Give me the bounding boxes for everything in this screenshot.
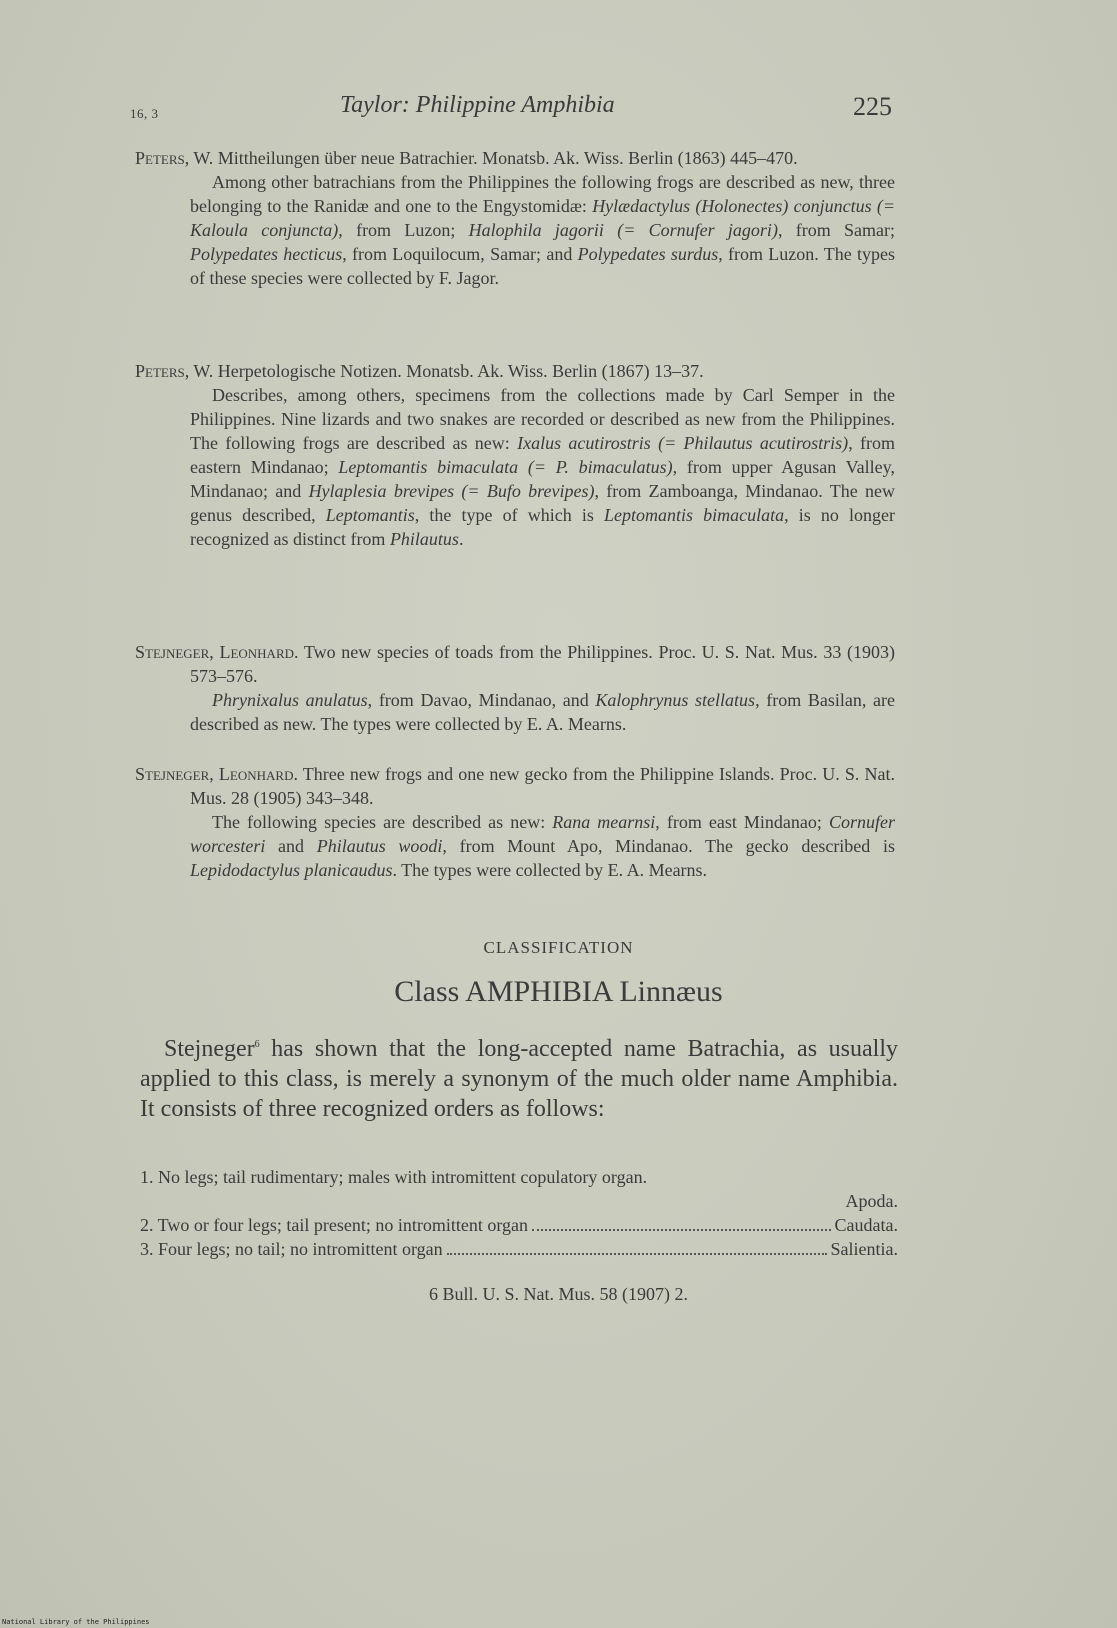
page-number: 225	[853, 92, 892, 121]
order-item	[140, 1165, 898, 1213]
bib-description	[135, 383, 895, 551]
bib-entry	[135, 146, 895, 290]
section-heading: CLASSIFICATION	[483, 938, 634, 957]
order-name: Caudata.	[834, 1215, 898, 1235]
species-name: Philautus	[389, 529, 459, 549]
species-name: Halophila jagorii (= Cornufer jagori)	[468, 220, 778, 240]
leader-dots	[447, 1253, 827, 1255]
bib-citation: Peters, W. Herpetologische Notizen. Monatsb. Ak. Wiss. Berlin (1867) 13–37.	[135, 361, 704, 381]
scan-credit: National Library of the Philippines	[2, 1618, 150, 1626]
bib-description	[135, 688, 895, 736]
desc-text: , from Loquilocum, Samar; and	[342, 244, 578, 264]
species-name: Rana mearnsi	[552, 812, 656, 832]
desc-text: , from Luzon;	[338, 220, 469, 240]
desc-text: , from Davao, Mindanao, and	[367, 690, 596, 710]
running-title: Taylor: Philippine Amphibia	[340, 92, 615, 118]
bib-citation: Peters, W. Mittheilungen über neue Batrachier. Monatsb. Ak. Wiss. Berlin (1863) 445–470.	[135, 148, 798, 168]
order-item	[140, 1213, 898, 1237]
desc-text: , from Luzon. The types of these species were collected by F. Jagor.	[190, 244, 895, 288]
desc-text: , from eastern Mindanao;	[190, 433, 895, 477]
bib-citation-text: Three new frogs and one new gecko from the Philippine Islands. Proc. U. S. Nat. Mus. 28 (1905) 343–348.	[190, 764, 895, 808]
desc-text: Describes, among others, specimens from the collections made by Carl Semper in the Philippines. Nine lizards and two snakes are recorded or described as new from the Philippines. The following frogs are described as new:	[190, 385, 895, 453]
species-name: Hylaplesia brevipes (= Bufo brevipes)	[308, 481, 595, 501]
desc-text: .	[458, 529, 464, 549]
desc-text: and	[265, 836, 317, 856]
volume-number: 16, 3	[130, 106, 159, 121]
order-name: Salientia.	[830, 1239, 898, 1259]
footnote-mark: 6	[254, 1039, 260, 1050]
species-name: Kalophrynus stellatus	[595, 690, 756, 710]
orders-list	[140, 1165, 898, 1261]
bib-entry	[135, 762, 895, 882]
order-description: 1. No legs; tail rudimentary; males with intromittent copulatory organ.	[140, 1167, 648, 1187]
class-paragraph	[140, 1030, 898, 1124]
desc-text: . The types were collected by E. A. Mearns.	[392, 860, 708, 880]
order-name: Apoda.	[845, 1191, 898, 1211]
para-text: Stejneger	[164, 1036, 255, 1062]
leader-dots	[532, 1229, 831, 1231]
desc-text: Among other batrachians from the Philippines the following frogs are described as new, three belonging to the Ranidæ and one to the Engystomidæ:	[190, 172, 895, 216]
order-item	[140, 1237, 898, 1261]
bib-entry	[135, 359, 895, 551]
bib-citation-text: W. Herpetologische Notizen. Monatsb. Ak. Wiss. Berlin (1867) 13–37.	[193, 361, 704, 381]
bib-author: Stejneger, Leonhard.	[135, 764, 298, 784]
desc-text: , from Samar;	[777, 220, 895, 240]
bib-description	[135, 810, 895, 882]
desc-text: , is no longer recognized as distinct from	[190, 505, 895, 549]
desc-text: , from upper Agusan Valley, Mindanao; and	[190, 457, 895, 501]
species-name: Leptomantis bimaculata (= P. bimaculatus)	[338, 457, 673, 477]
bib-description	[135, 170, 895, 290]
footnote: 6 Bull. U. S. Nat. Mus. 58 (1907) 2.	[428, 1284, 688, 1304]
species-name: Ixalus acutirostris (= Philautus acutirostris)	[517, 433, 849, 453]
species-name: Phrynixalus anulatus	[212, 690, 368, 710]
bib-citation	[135, 640, 895, 688]
bib-citation-text: Two new species of toads from the Philippines. Proc. U. S. Nat. Mus. 33 (1903) 573–576.	[190, 642, 895, 686]
desc-text: , from east Mindanao;	[655, 812, 829, 832]
desc-text: , from Mount Apo, Mindanao. The gecko described is	[442, 836, 895, 856]
class-title: Class AMPHIBIA Linnæus	[394, 975, 723, 1008]
bib-author: Peters	[135, 361, 185, 381]
order-description: 3. Four legs; no tail; no intromittent organ	[140, 1239, 443, 1259]
bib-citation	[135, 762, 895, 810]
bib-entry	[135, 640, 895, 736]
species-name: Lepidodactylus planicaudus	[190, 860, 393, 880]
para-text: has shown that the long-accepted name Batrachia, as usually applied to this class, is merely a synonym of the much older name Amphibia. It consists of three recognized orders as follows:	[140, 1036, 898, 1122]
species-name: Philautus woodi	[316, 836, 443, 856]
species-name: Hylædactylus (Holonectes) conjunctus (= Kaloula conjuncta)	[190, 196, 895, 240]
running-header	[130, 92, 892, 128]
species-name: Polypedates surdus	[577, 244, 719, 264]
species-name: Polypedates hecticus	[190, 244, 343, 264]
species-name: Cornufer worcesteri	[190, 812, 895, 856]
bib-citation-text: W. Mittheilungen über neue Batrachier. Monatsb. Ak. Wiss. Berlin (1863) 445–470.	[193, 148, 798, 168]
desc-text: , from Zamboanga, Mindanao. The new genus described,	[190, 481, 895, 525]
order-description: 2. Two or four legs; tail present; no intromittent organ	[140, 1215, 529, 1235]
desc-text: , from Basilan, are described as new. The types were collected by E. A. Mearns.	[190, 690, 895, 734]
species-name: Leptomantis bimaculata	[603, 505, 785, 525]
desc-text: The following species are described as new:	[212, 812, 553, 832]
desc-text: , the type of which is	[414, 505, 604, 525]
species-name: Leptomantis	[325, 505, 415, 525]
bib-author: Stejneger, Leonhard.	[135, 642, 299, 662]
bib-author: Peters	[135, 148, 185, 168]
